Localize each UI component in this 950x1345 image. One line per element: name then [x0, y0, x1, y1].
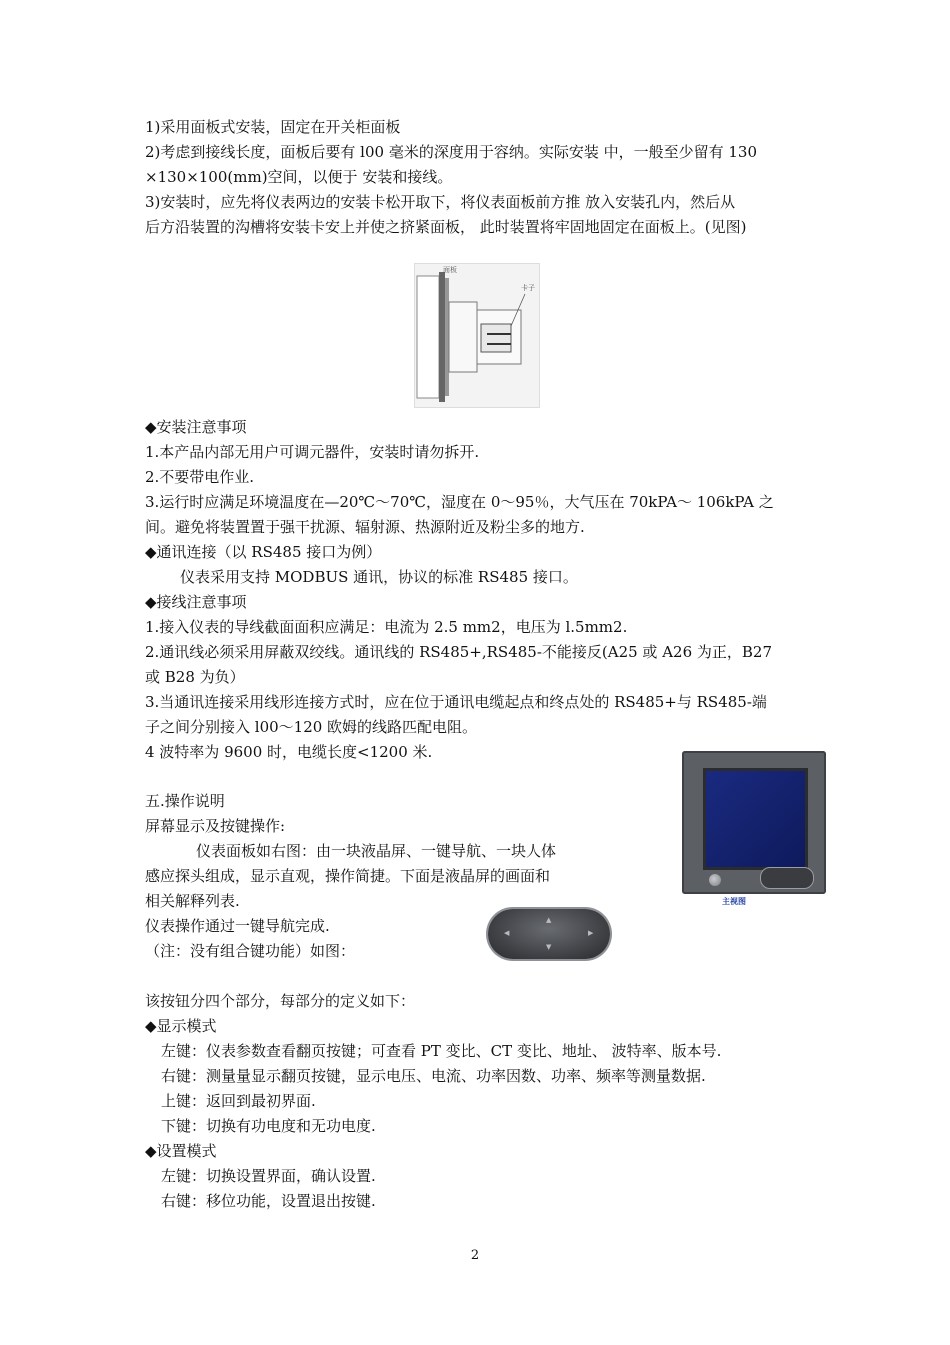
arrow-left-icon: ◀	[504, 929, 510, 937]
installation-figure	[414, 263, 540, 408]
section-heading: ◆安装注意事项	[145, 418, 247, 436]
arrow-down-icon: ▼	[546, 943, 552, 951]
text-line: 间。避免将装置置于强干扰源、辐射源、热源附近及粉尘多的地方.	[145, 518, 585, 536]
section-heading: 五.操作说明	[145, 792, 225, 810]
text-line: 1.接入仪表的导线截面面积应满足：电流为 2.5 mm2，电压为 l.5mm2.	[145, 618, 628, 636]
text-line: ×130×100(mm)空间，以便于 安装和接线。	[145, 168, 453, 186]
meter-caption: 主视图	[722, 896, 746, 906]
sensor-probe	[709, 874, 721, 886]
page-number: 2	[470, 1248, 480, 1263]
nav-key-figure	[488, 909, 610, 959]
text-line: 下键：切换有功电度和无功电度.	[161, 1117, 376, 1135]
text-line: 该按钮分四个部分，每部分的定义如下：	[145, 992, 416, 1010]
section-heading: ◆设置模式	[145, 1142, 217, 1160]
text-line: 3.运行时应满足环境温度在—20℃～70℃，湿度在 0～95％，大气压在 70kPA～ 106kPA 之	[145, 493, 774, 511]
text-line: 仪表采用支持 MODBUS 通讯，协议的标准 RS485 接口。	[180, 568, 578, 586]
text-line: 后方沿装置的沟槽将安装卡安上并使之挤紧面板， 此时装置将牢固地固定在面板上。(见图)	[145, 218, 747, 236]
text-line: 感应探头组成，显示直观，操作简捷。下面是液晶屏的画面和	[145, 867, 551, 885]
text-line: （注：没有组合键功能）如图：	[145, 942, 356, 960]
meter-front-photo	[682, 751, 826, 894]
text-line: 或 B28 为负）	[145, 668, 245, 686]
arrow-right-icon: ▶	[588, 929, 594, 937]
label-clip: 卡子	[521, 284, 535, 292]
nav-key	[760, 867, 814, 889]
text-line: 子之间分别接入 l00～120 欧姆的线路匹配电阻。	[145, 718, 478, 736]
arrow-up-icon: ▲	[546, 916, 552, 924]
label-panel: 面板	[443, 266, 457, 274]
text-line: 屏幕显示及按键操作:	[145, 817, 286, 835]
text-line: 2.通讯线必须采用屏蔽双绞线。通讯线的 RS485+,RS485-不能接反(A25 或 A26 为正，B27	[145, 643, 772, 661]
section-heading: ◆显示模式	[145, 1017, 217, 1035]
section-heading: ◆接线注意事项	[145, 593, 247, 611]
text-line: 仪表面板如右图：由一块液晶屏、一键导航、一块人体	[196, 842, 557, 860]
text-line: 1)采用面板式安装，固定在开关柜面板	[145, 118, 401, 136]
text-line: 相关解释列表.	[145, 892, 240, 910]
text-line: 左键：仪表参数查看翻页按键；可查看 PT 变比、CT 变比、地址、 波特率、版本号.	[161, 1042, 722, 1060]
section-heading: ◆通讯连接（以 RS485 接口为例）	[145, 543, 382, 561]
text-line: 左键：切换设置界面，确认设置.	[161, 1167, 376, 1185]
text-line: 右键：移位功能，设置退出按键.	[161, 1192, 376, 1210]
text-line: 仪表操作通过一键导航完成.	[145, 917, 330, 935]
text-line: 右键：测量量显示翻页按键，显示电压、电流、功率因数、功率、频率等测量数据.	[161, 1067, 706, 1085]
text-line: 上键：返回到最初界面.	[161, 1092, 316, 1110]
text-line: 2)考虑到接线长度，面板后要有 l00 毫米的深度用于容纳。实际安装 中，一般至少留有 130	[145, 143, 757, 161]
text-line: 1.本产品内部无用户可调元器件，安装时请勿拆开.	[145, 443, 480, 461]
text-line: 2.不要带电作业.	[145, 468, 255, 486]
text-line: 3)安装时，应先将仪表两边的安装卡松开取下，将仪表面板前方推 放入安装孔内，然后从	[145, 193, 736, 211]
text-line: 4 波特率为 9600 时，电缆长度<1200 米.	[145, 743, 433, 761]
text-line: 3.当通讯连接采用线形连接方式时，应在位于通讯电缆起点和终点处的 RS485+与 RS485-端	[145, 693, 767, 711]
lcd-screen	[703, 768, 808, 870]
